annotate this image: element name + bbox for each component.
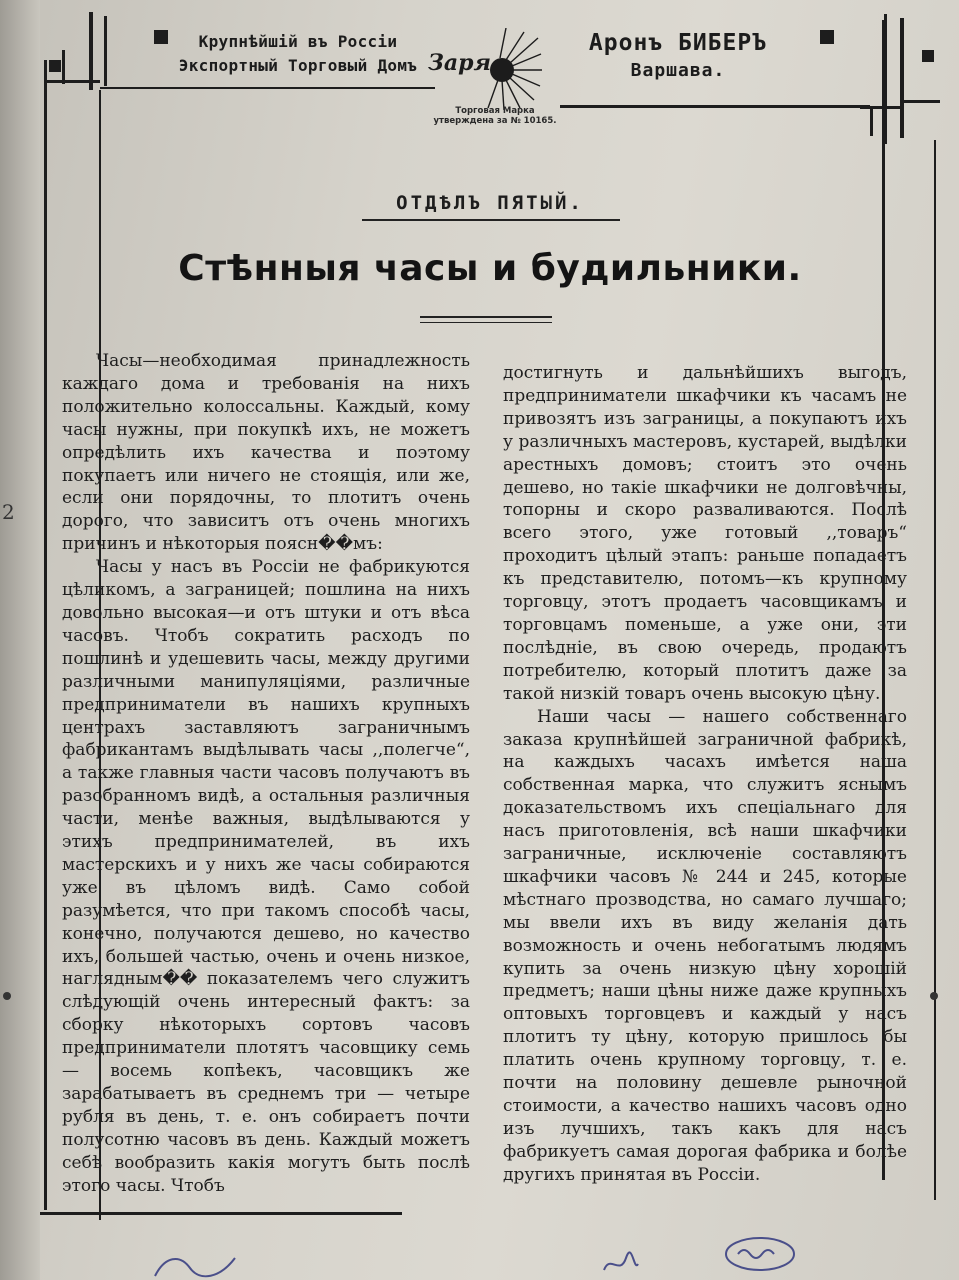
right-paragraph-2: Наши часы — нашего собственнаго заказа крупнѣйшей заграничной фабрикѣ, на каждыхъ часахъ имѣется наша собственная марка, что служитъ яснымъ доказательствомъ ихъ спеціальнаго для насъ приготовленія, всѣ наши шкафчики заграничные, исключеніе составляютъ шкафчики часовъ № 244 и 245, которые мѣстнаго прозводства, но самаго лучшаго; мы ввели ихъ въ виду желанія дать возможность и очень небогатымъ людямъ купить за очень низкую цѣну хорошій предметъ; наши цѣны ниже даже крупныхъ оптовыхъ торговцевъ и каждый у насъ плотитъ ту цѣну, которую пришлось бы платить очень крупному торговцу, т. е. почти на половину дешевле рыночной стоимости, а качество нашихъ часовъ одно изъ лучшихъ, такъ какъ для насъ фабрикуетъ самая дорогая фабрика и болѣе другихъ принятая въ Россіи. <box>503 706 907 1185</box>
left-paragraph-2: Часы у насъ въ Россіи не фабрикуются цѣликомъ, а заграницей; пошлина на нихъ довольно высокая—и отъ штуки и отъ вѣса часовъ. Чтобъ сократить расходъ по пошлинѣ и удешевить часы, между другими различными манипуляціями, различные предприниматели въ нашихъ крупныхъ центрахъ заставляютъ заграничнымъ фабрикантамъ выдѣлывать часы ,,полегче“, а также главныя части часовъ получаютъ въ разобранномъ видѣ, а остальныя различныя части, менѣе важныя, выдѣлываются у этихъ предпринимателей, въ ихъ мастерскихъ и у нихъ же часы собираются уже въ цѣломъ видѣ. Само собой разумѣется, что при такомъ способѣ часы, конечно, получаются дешево, но качество ихъ, большей частью, очень и очень низкое, наглядным�� показателемъ чего служитъ слѣдующій очень интересный фактъ: за сборку нѣкоторыхъ сортовъ часовъ предприниматели плотятъ часовщику семь — восемь копѣекъ, часовщикъ же зарабатываетъ въ среднемъ три — четыре рубля въ день, т. е. онъ собираетъ почти полусотню часовъ въ день. Каждый можетъ себѣ вообразить какія могутъ быть послѣ этого часы. Чтобъ <box>62 557 470 1196</box>
frame-right-outer-line <box>934 140 936 1200</box>
section-label: ОТДѢЛЪ ПЯТЫЙ. <box>396 192 584 214</box>
left-text-column <box>62 350 470 1198</box>
trademark-line-2: утверждена за № 10165. <box>433 116 557 126</box>
ink-scribble-bottom-right <box>720 1228 800 1278</box>
ornament-top-right <box>800 10 950 150</box>
company-description <box>162 30 434 78</box>
trademark-line-1: Торговая Марка <box>455 106 535 116</box>
company-line-2: Экспортный Торговый Домъ <box>178 56 418 75</box>
merchant-city: Варшава. <box>630 60 726 81</box>
left-page-edge <box>0 0 40 1280</box>
section-underline <box>362 219 620 221</box>
merchant-name: Аронъ БИБЕРЪ <box>588 30 768 56</box>
frame-bottom-line <box>40 1212 402 1215</box>
right-text-column <box>503 362 907 1187</box>
trademark-note <box>410 106 580 126</box>
ink-scribble-bottom-center <box>600 1250 640 1280</box>
ornament-top-left <box>44 10 174 110</box>
frame-dot-right <box>928 990 940 1002</box>
merchant-block <box>548 30 808 81</box>
title-double-rule <box>420 316 552 327</box>
company-line-1: Крупнѣйшій въ Россіи <box>198 32 398 51</box>
frame-dot-left <box>1 990 13 1002</box>
logo-text: Заря <box>428 50 492 76</box>
ink-scribble-bottom-left <box>150 1248 240 1280</box>
frame-left-outer-line <box>44 60 47 1210</box>
left-paragraph-1: Часы—необходимая принадлежность каждаго дома и требованія на нихъ положительно колоссальны. Каждый, кому часы нужны, при покупкѣ ихъ, не можетъ опредѣлить ихъ качества и поэтому покупаетъ или ничего не стоящія, или же, если они порядочны, то плотитъ очень дорого, что зависитъ отъ очень многихъ причинъ и нѣкоторыя поясн��мъ: <box>62 351 470 555</box>
page-title: Стѣнныя часы и будильники. <box>178 248 802 289</box>
zarya-sunrise-logo <box>420 28 542 110</box>
margin-page-number: 2 <box>2 500 15 524</box>
right-paragraph-1: достигнуть и дальнѣйшихъ выгодъ, предприниматели шкафчики къ часамъ не привозятъ изъ заграницы, а покупаютъ ихъ у различныхъ мастеровъ, кустарей, выдѣлки арестныхъ домовъ; стоитъ это очень дешево, но такіе шкафчики не долговѣчны, топорны и скоро разваливаются. Послѣ всего этого, уже готовый ,,товаръ“ проходитъ цѣлый этапъ: раньше попадаетъ къ представителю, потомъ—къ крупному торговцу, этотъ продаетъ часовщикамъ и торговцамъ поменьше, а уже они, эти послѣдніе, въ свою очередь, продаютъ потребителю, который плотитъ даже за такой низкій товаръ очень высокую цѣну. <box>503 363 907 704</box>
